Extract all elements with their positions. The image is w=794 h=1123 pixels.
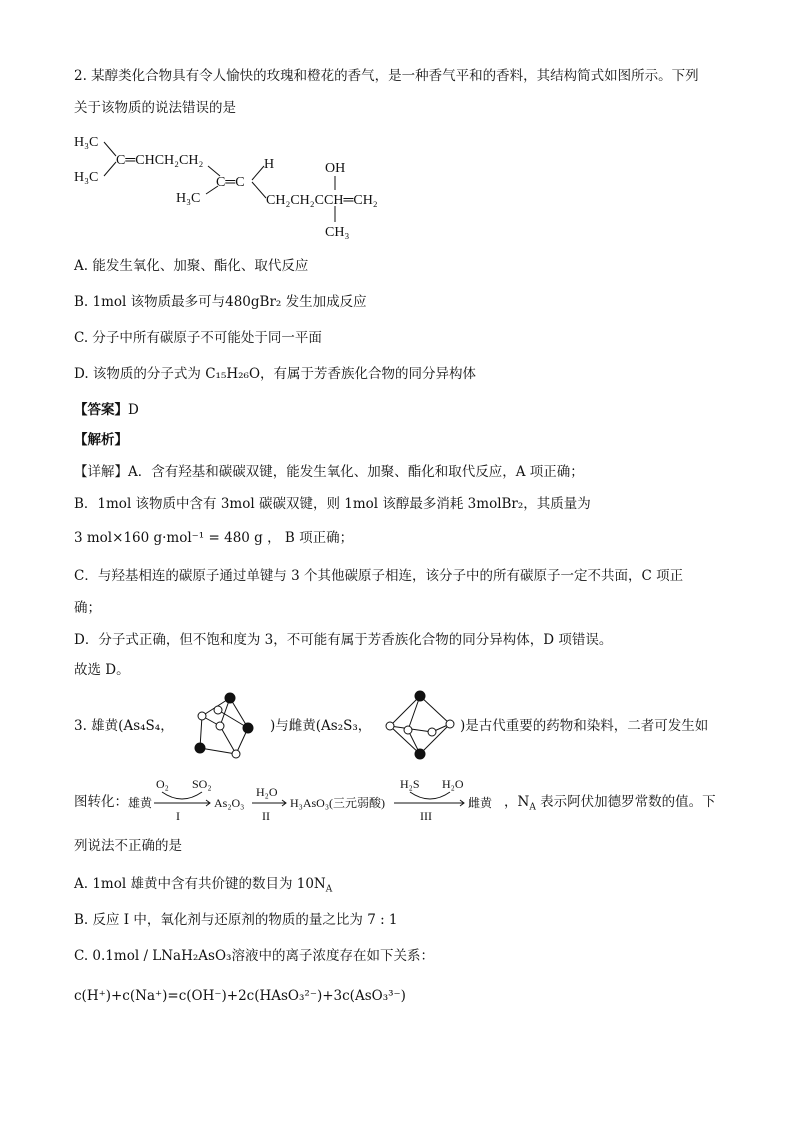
scheme-as2o3: As₂O₃ <box>214 796 245 810</box>
scheme-h2o-a: H₂O <box>256 785 278 799</box>
bond-h3c-bottom <box>104 162 116 176</box>
bond-c-ch2 <box>252 182 266 198</box>
q2-detail-2: B．1mol 该物质中含有 3mol 碳碳双键，则 1mol 该醇最多消耗 3molBr₂，其质量为 <box>74 496 591 512</box>
q2-detail-1: 【详解】A．含有羟基和碳碳双键，能发生氧化、加聚、酯化和取代反应，A 项正确； <box>74 464 584 480</box>
q3-option-a <box>74 874 332 900</box>
scheme-h3aso3: H₃AsO₃(三元弱酸) <box>290 796 386 810</box>
q2-option-d: D. 该物质的分子式为 C₁₅H₂₆O，有属于芳香族化合物的同分异构体 <box>74 366 477 382</box>
q2-stem-line2: 关于该物质的说法错误的是 <box>74 100 236 116</box>
label-h: H <box>264 157 275 172</box>
q3-option-a-subscript: A <box>325 884 333 895</box>
q3-option-c: C. 0.1mol / LNaH₂AsO₃溶液中的离子浓度存在如下关系： <box>74 948 434 964</box>
na-symbol: ，N <box>504 794 530 810</box>
q2-detail-4: C．与羟基相连的碳原子通过单键与 3 个其他碳原子相连，该分子中的所有碳原子一定不共面，C 项正 <box>74 568 684 584</box>
q2-stem-line1: 2. 某醇类化合物具有令人愉快的玫瑰和橙花的香气，是一种香气平和的香料，其结构简式如图所示。下列 <box>74 68 699 84</box>
label-h3c-mid: H₃C <box>176 191 201 206</box>
orpiment-structure-diagram <box>382 690 460 762</box>
q2-answer <box>74 400 139 420</box>
q3-stem-c: )是古代重要的药物和染料，二者可发生如 <box>460 718 709 734</box>
scheme-start: 雄黄 <box>128 796 153 810</box>
q2-detail-5: 确； <box>74 600 101 616</box>
arrow-1-curve <box>162 792 202 799</box>
bond-ch2-c <box>208 166 220 176</box>
q2-analysis-label: 【解析】 <box>74 432 128 448</box>
q3-option-b: B. 反应 I 中，氧化剂与还原剂的物质的量之比为 7 : 1 <box>74 912 398 928</box>
q2-option-c: C. 分子中所有碳原子不可能处于同一平面 <box>74 330 322 346</box>
na-subscript: A <box>529 802 536 813</box>
label-chain1: C═CHCH₂CH₂ <box>116 153 204 168</box>
label-h3c-top: H₃C <box>74 135 99 150</box>
scheme-step2: II <box>262 809 270 823</box>
arrow-3-curve <box>410 792 450 799</box>
bond-c-h <box>252 166 264 180</box>
scheme-so2: SO₂ <box>192 777 212 791</box>
scheme-step1: I <box>176 809 180 823</box>
conversion-scheme-diagram <box>128 772 504 824</box>
q2-option-b: B. 1mol 该物质最多可与480gBr₂ 发生加成反应 <box>74 294 367 310</box>
scheme-step3: III <box>420 809 432 823</box>
q3-stem-d: 列说法不正确的是 <box>74 838 182 854</box>
conv-tail: 表示阿伏加德罗常数的值。下 <box>535 794 716 810</box>
bond-h3c-c <box>206 186 218 194</box>
q3-conv-prefix: 图转化： <box>74 794 128 810</box>
answer-label: 【答案】 <box>74 402 128 418</box>
q3-conv-suffix <box>504 792 716 818</box>
label-ch3: CH₃ <box>325 225 350 240</box>
scheme-end: 雌黄 <box>468 796 493 810</box>
q3-option-a-text: A. 1mol 雄黄中含有共价键的数目为 10N <box>74 876 326 892</box>
q3-stem-a: 3. 雄黄(As₄S₄， <box>74 718 174 734</box>
label-oh: OH <box>325 161 346 176</box>
q2-structure-diagram <box>70 128 430 243</box>
q2-option-a: A. 能发生氧化、加聚、酯化、取代反应 <box>74 258 309 274</box>
label-chain2: CH₂CH₂CCH═CH₂ <box>266 193 378 208</box>
label-h3c-bottom: H₃C <box>74 170 99 185</box>
q2-detail-3: 3 mol×160 g·mol⁻¹ = 480 g ， B 项正确； <box>74 530 354 546</box>
label-ceqc: C═C <box>216 175 245 190</box>
q3-option-c-equation: c(H⁺)+c(Na⁺)=c(OH⁻)+2c(HAsO₃²⁻)+3c(AsO₃³⁻) <box>74 988 406 1004</box>
scheme-h2s: H₂S <box>400 777 420 791</box>
bond-h3c-top <box>104 142 116 156</box>
scheme-h2o-b: H₂O <box>442 777 464 791</box>
q2-detail-7: 故选 D。 <box>74 662 130 678</box>
realgar-structure-diagram <box>190 690 270 762</box>
q3-stem-b: )与雌黄(As₂S₃， <box>270 718 372 734</box>
scheme-o2: O₂ <box>156 777 169 791</box>
answer-value: D <box>128 402 139 418</box>
q2-detail-6: D．分子式正确，但不饱和度为 3，不可能有属于芳香族化合物的同分异构体，D 项错误。 <box>74 632 613 648</box>
